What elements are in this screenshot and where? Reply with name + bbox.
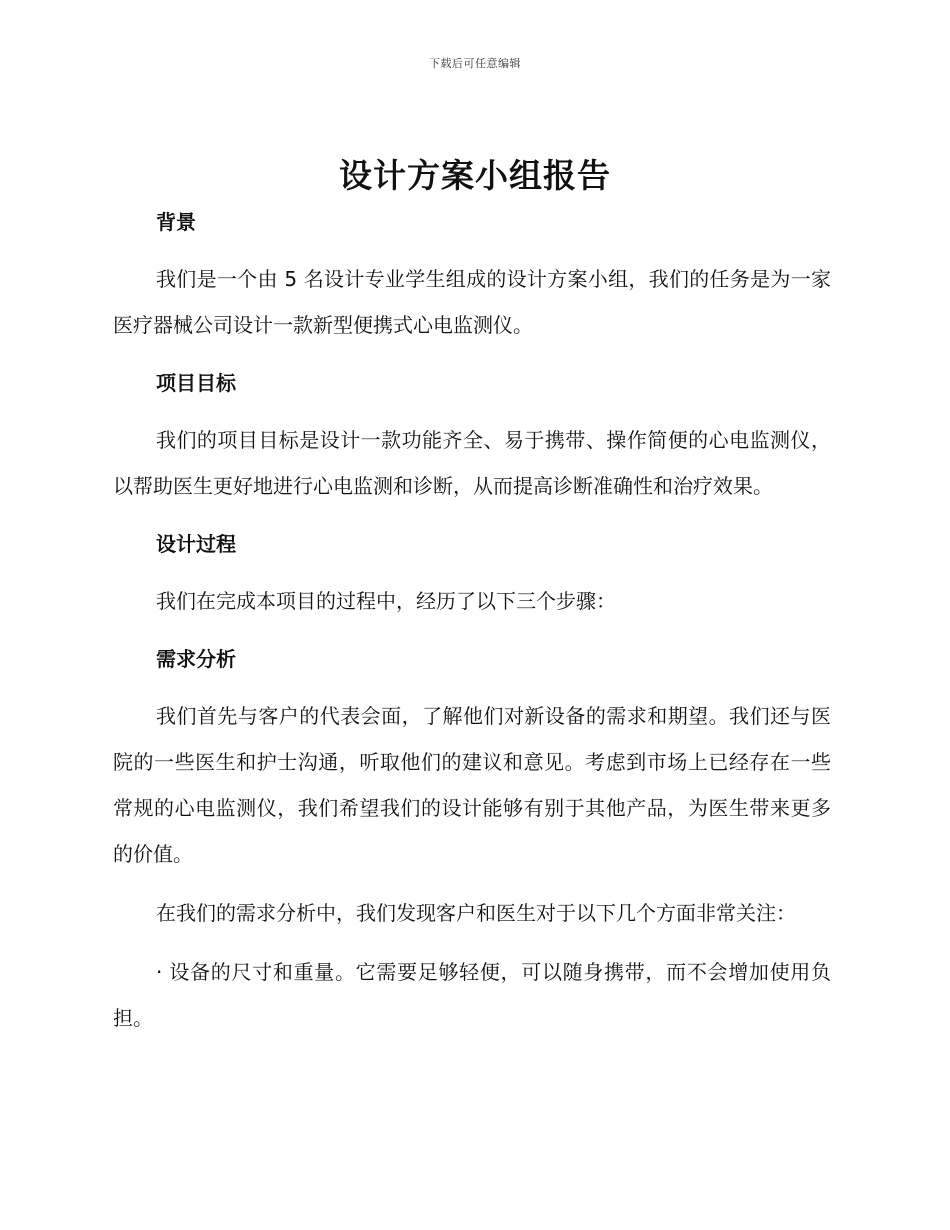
- bullet-item-1: · 设备的尺寸和重量。它需要足够轻便，可以随身携带，而不会增加使用负担。: [113, 960, 831, 1030]
- paragraph-needs-1: 我们首先与客户的代表会面，了解他们对新设备的需求和期望。我们还与医院的一些医生和护士沟通，听取他们的建议和意见。考虑到市场上已经存在一些常规的心电监测仪，我们希望我们的设计能够有别于其他产品，为医生带来更多的价值。: [113, 704, 831, 866]
- paragraph-needs-2: 在我们的需求分析中，我们发现客户和医生对于以下几个方面非常关注：: [156, 901, 796, 925]
- paragraph-goal: 我们的项目目标是设计一款功能齐全、易于携带、操作简便的心电监测仪，以帮助医生更好地进行心电监测和诊断，从而提高诊断准确性和治疗效果。: [113, 428, 831, 498]
- paragraph-process: 我们在完成本项目的过程中，经历了以下三个步骤：: [156, 589, 616, 613]
- header-note: 下载后可任意编辑: [429, 57, 521, 70]
- section-heading-needs: 需求分析: [156, 647, 236, 671]
- section-heading-background: 背景: [156, 210, 196, 234]
- document-title: 设计方案小组报告: [339, 156, 611, 195]
- section-heading-goal: 项目目标: [156, 371, 236, 395]
- document-body: [113, 200, 831, 1041]
- section-heading-process: 设计过程: [156, 532, 236, 556]
- paragraph-background: 我们是一个由 5 名设计专业学生组成的设计方案小组，我们的任务是为一家医疗器械公司设计一款新型便携式心电监测仪。: [113, 267, 831, 337]
